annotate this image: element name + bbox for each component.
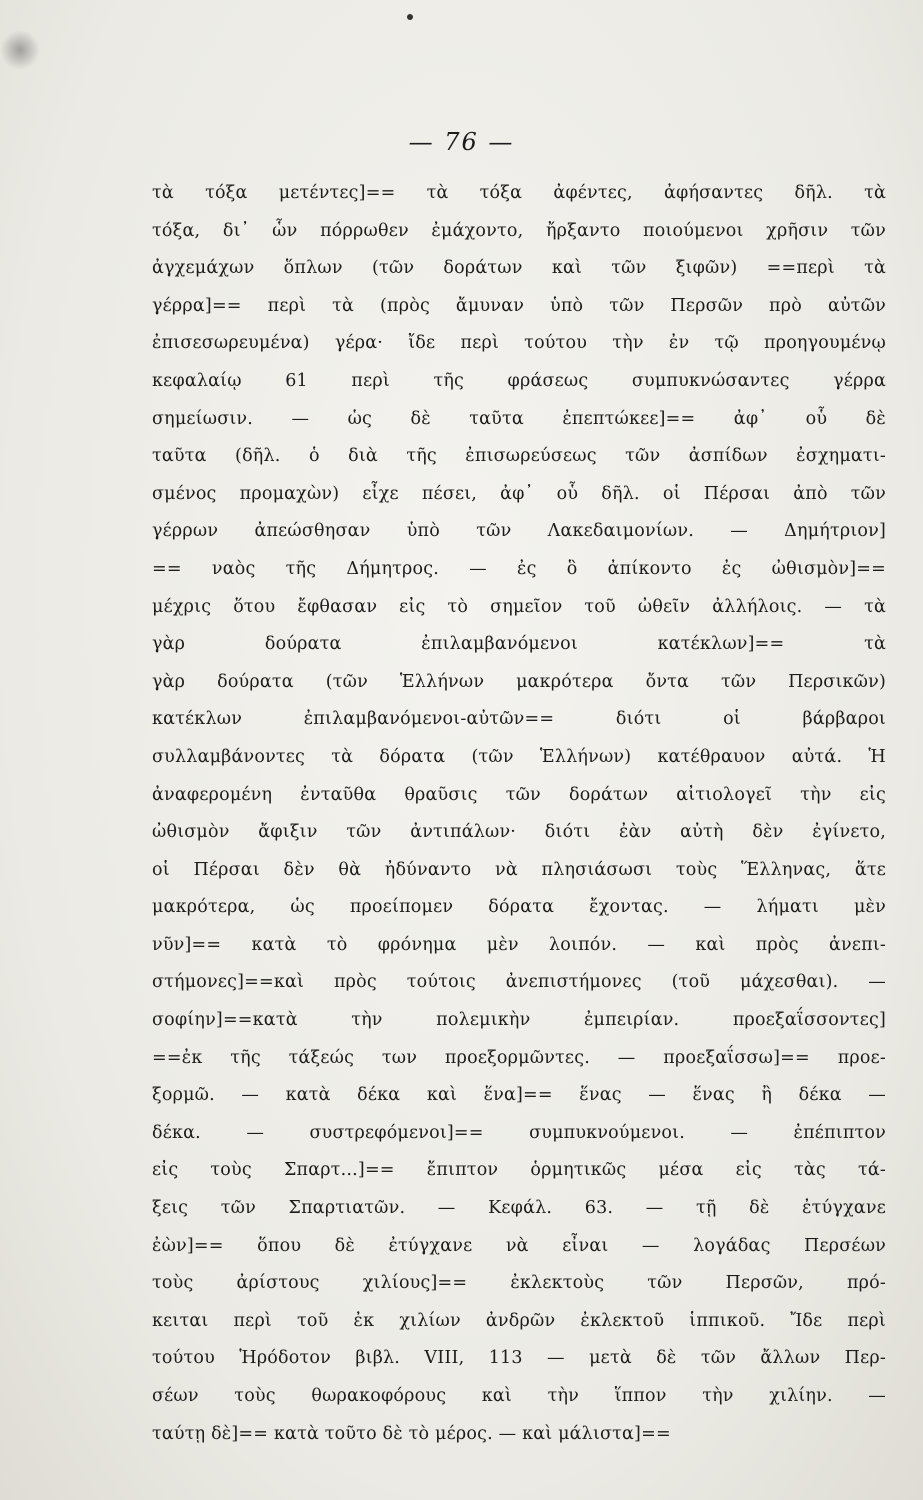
text-line: ταύτῃ δὲ]== κατὰ τοῦτο δὲ τὸ μέρος. — καὶ μάλιστα]== bbox=[152, 1423, 671, 1444]
body-text bbox=[152, 178, 886, 1456]
text-line: τὰ τόξα μετέντες]== τὰ τόξα ἀφέντες, ἀφήσαντες δῆλ. τὰ bbox=[152, 183, 886, 203]
text-line: ἀναφερομένη ἐνταῦθα θραῦσις τῶν δοράτων αἰτιολογεῖ τὴν εἰς bbox=[152, 784, 886, 805]
text-line: σημείωσιν. — ὡς δὲ ταῦτα ἐπεπτώκεε]== ἀφ᾽ οὗ δὲ bbox=[152, 408, 886, 429]
text-line: νῦν]== κατὰ τὸ φρόνημα μὲν λοιπόν. — καὶ πρὸς ἀνεπι- bbox=[152, 934, 886, 955]
text-line: οἱ Πέρσαι δὲν θὰ ἠδύναντο νὰ πλησιάσωσι τοὺς Ἕλληνας, ἅτε bbox=[152, 859, 886, 880]
text-line: μέχρις ὅτου ἔφθασαν εἰς τὸ σημεῖον τοῦ ὠθεῖν ἀλλήλοις. — τὰ bbox=[152, 596, 886, 617]
text-line: γέρρα]== περὶ τὰ (πρὸς ἄμυναν ὑπὸ τῶν Περσῶν πρὸ αὐτῶν bbox=[152, 295, 886, 316]
text-line: μακρότερα, ὡς προείπομεν δόρατα ἔχοντας. — λήματι μὲν bbox=[152, 897, 886, 918]
text-line: == ναὸς τῆς Δήμητρος. — ἐς ὃ ἀπίκοντο ἐς ὠθισμὸν]== bbox=[152, 558, 886, 579]
text-line: συλλαμβάνοντες τὰ δόρατα (τῶν Ἑλλήνων) κατέθραυον αὐτά. Ἡ bbox=[152, 746, 886, 767]
text-line: γέρρων ἀπεώσθησαν ὑπὸ τῶν Λακεδαιμονίων. — Δημήτριον] bbox=[152, 521, 886, 542]
page-number: — 76 — bbox=[408, 128, 515, 156]
ink-dot bbox=[407, 14, 413, 20]
text-line: σμένος προμαχὼν) εἶχε πέσει, ἀφ᾽ οὗ δῆλ. οἱ Πέρσαι ἀπὸ τῶν bbox=[152, 483, 886, 504]
text-line: ἀγχεμάχων ὅπλων (τῶν δοράτων καὶ τῶν ξιφῶν) ==περὶ τὰ bbox=[152, 258, 886, 279]
text-line: ταῦτα (δῆλ. ὁ διὰ τῆς ἐπισωρεύσεως τῶν ἀσπίδων ἐσχηματι- bbox=[152, 446, 886, 467]
text-line: τόξα, δι᾽ ὧν πόρρωθεν ἐμάχοντο, ἤρξαντο ποιούμενοι χρῆσιν τῶν bbox=[152, 220, 886, 241]
text-line: εἰς τοὺς Σπαρτ...]== ἔπιπτον ὁρμητικῶς μέσα εἰς τὰς τά- bbox=[152, 1160, 886, 1181]
text-line: σέων τοὺς θωρακοφόρους καὶ τὴν ἵππον τὴν χιλίην. — bbox=[152, 1386, 886, 1406]
text-line: ==ἐκ τῆς τάξεώς των προεξορμῶντες. — προεξαΐσσω]== προε- bbox=[152, 1047, 886, 1068]
text-line: τοὺς ἀρίστους χιλίους]== ἐκλεκτοὺς τῶν Περσῶν, πρό- bbox=[152, 1273, 886, 1294]
text-line: δέκα. — συστρεφόμενοι]== συμπυκνούμενοι. — ἐπέπιπτον bbox=[152, 1122, 886, 1143]
ink-stain bbox=[0, 30, 40, 70]
text-line: ἐπισεσωρευμένα) γέρα· ἴδε περὶ τούτου τὴν ἐν τῷ προηγουμένῳ bbox=[152, 333, 886, 354]
text-line: γὰρ δούρατα ἐπιλαμβανόμενοι κατέκλων]== τὰ bbox=[152, 634, 886, 655]
text-line: στήμονες]==καὶ πρὸς τούτοις ἀνεπιστήμονες (τοῦ μάχεσθαι). — bbox=[152, 972, 886, 993]
text-line: τούτου Ἡρόδοτον βιβλ. VIII, 113 — μετὰ δὲ τῶν ἄλλων Περ- bbox=[152, 1348, 886, 1369]
text-line: ὠθισμὸν ἄφιξιν τῶν ἀντιπάλων· διότι ἐὰν αὐτὴ δὲν ἐγίνετο, bbox=[152, 822, 886, 843]
text-line: ἐὼν]== ὅπου δὲ ἐτύγχανε νὰ εἶναι — λογάδας Περσέων bbox=[152, 1235, 886, 1256]
text-line: γὰρ δούρατα (τῶν Ἑλλήνων μακρότερα ὄντα τῶν Περσικῶν) bbox=[152, 671, 886, 692]
text-line: κειται περὶ τοῦ ἐκ χιλίων ἀνδρῶν ἐκλεκτοῦ ἱππικοῦ. Ἴδε περὶ bbox=[152, 1310, 886, 1331]
text-line: σοφίην]==κατὰ τὴν πολεμικὴν ἐμπειρίαν. προεξαΐσσοντες] bbox=[152, 1010, 886, 1031]
text-line: ξορμῶ. — κατὰ δέκα καὶ ἕνα]== ἕνας — ἕνας ἢ δέκα — bbox=[152, 1085, 886, 1106]
text-line: κεφαλαίῳ 61 περὶ τῆς φράσεως συμπυκνώσαντες γέρρα bbox=[152, 370, 886, 391]
text-line: κατέκλων ἐπιλαμβανόμενοι-αὐτῶν== διότι οἱ βάρβαροι bbox=[152, 709, 886, 730]
text-line: ξεις τῶν Σπαρτιατῶν. — Κεφάλ. 63. — τῇ δὲ ἐτύγχανε bbox=[152, 1198, 886, 1219]
